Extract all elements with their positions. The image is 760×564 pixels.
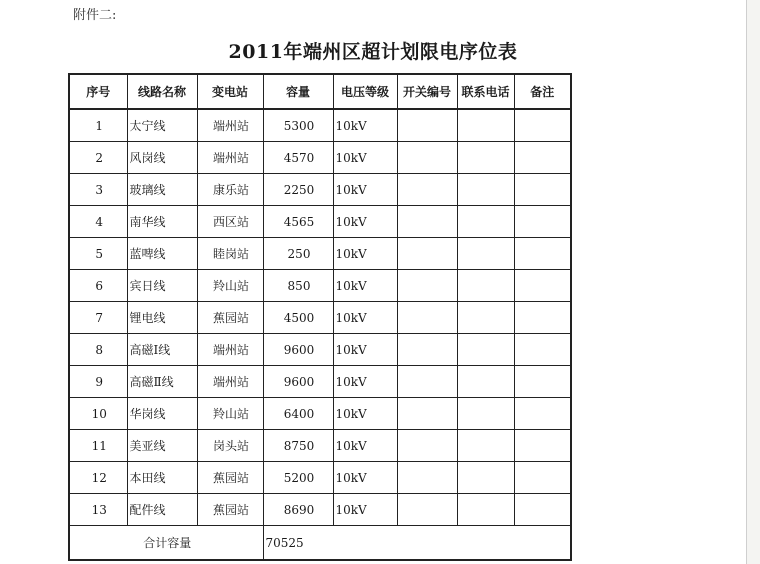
table-row	[69, 430, 571, 462]
switch-number-cell	[397, 398, 457, 430]
contact-phone-cell	[457, 109, 514, 142]
table-row	[69, 270, 571, 302]
substation-cell: 岗头站	[197, 430, 263, 462]
row-number-cell: 7	[69, 302, 127, 334]
switch-number-cell	[397, 494, 457, 526]
capacity-cell: 9600	[263, 334, 333, 366]
substation-cell: 睦岗站	[197, 238, 263, 270]
table-row	[69, 142, 571, 174]
voltage-level-cell: 10kV	[333, 174, 397, 206]
voltage-level-cell: 10kV	[333, 494, 397, 526]
table-row	[69, 238, 571, 270]
contact-phone-cell	[457, 366, 514, 398]
voltage-level-cell: 10kV	[333, 109, 397, 142]
table-row	[69, 366, 571, 398]
contact-phone-cell	[457, 142, 514, 174]
header-cell: 备注	[514, 74, 571, 109]
substation-cell: 端州站	[197, 366, 263, 398]
row-number-cell: 11	[69, 430, 127, 462]
voltage-level-cell: 10kV	[333, 334, 397, 366]
capacity-cell: 850	[263, 270, 333, 302]
capacity-cell: 5200	[263, 462, 333, 494]
substation-cell: 端州站	[197, 334, 263, 366]
voltage-level-cell: 10kV	[333, 142, 397, 174]
substation-cell: 西区站	[197, 206, 263, 238]
switch-number-cell	[397, 174, 457, 206]
switch-number-cell	[397, 109, 457, 142]
capacity-cell: 5300	[263, 109, 333, 142]
voltage-level-cell: 10kV	[333, 206, 397, 238]
remark-cell	[514, 206, 571, 238]
table-row	[69, 174, 571, 206]
header-cell: 开关编号	[397, 74, 457, 109]
table-body	[69, 109, 571, 526]
substation-cell: 蕉园站	[197, 302, 263, 334]
capacity-cell: 250	[263, 238, 333, 270]
substation-cell: 羚山站	[197, 270, 263, 302]
table-row	[69, 109, 571, 142]
voltage-level-cell: 10kV	[333, 430, 397, 462]
switch-number-cell	[397, 334, 457, 366]
row-number-cell: 4	[69, 206, 127, 238]
row-number-cell: 6	[69, 270, 127, 302]
contact-phone-cell	[457, 270, 514, 302]
line-name-cell: 风岗线	[127, 142, 197, 174]
voltage-level-cell: 10kV	[333, 462, 397, 494]
line-name-cell: 蓝啤线	[127, 238, 197, 270]
substation-cell: 羚山站	[197, 398, 263, 430]
contact-phone-cell	[457, 206, 514, 238]
line-name-cell: 华岗线	[127, 398, 197, 430]
switch-number-cell	[397, 238, 457, 270]
line-name-cell: 玻璃线	[127, 174, 197, 206]
substation-cell: 端州站	[197, 142, 263, 174]
line-name-cell: 太宁线	[127, 109, 197, 142]
capacity-cell: 4570	[263, 142, 333, 174]
capacity-cell: 2250	[263, 174, 333, 206]
row-number-cell: 5	[69, 238, 127, 270]
contact-phone-cell	[457, 302, 514, 334]
remark-cell	[514, 398, 571, 430]
substation-cell: 蕉园站	[197, 494, 263, 526]
switch-number-cell	[397, 142, 457, 174]
voltage-level-cell: 10kV	[333, 366, 397, 398]
table-row	[69, 206, 571, 238]
remark-cell	[514, 270, 571, 302]
remark-cell	[514, 462, 571, 494]
capacity-cell: 8750	[263, 430, 333, 462]
line-name-cell: 宾日线	[127, 270, 197, 302]
header-row	[69, 74, 571, 109]
row-number-cell: 8	[69, 334, 127, 366]
substation-cell: 端州站	[197, 109, 263, 142]
remark-cell	[514, 430, 571, 462]
header-cell: 电压等级	[333, 74, 397, 109]
contact-phone-cell	[457, 334, 514, 366]
switch-number-cell	[397, 206, 457, 238]
remark-cell	[514, 494, 571, 526]
line-name-cell: 本田线	[127, 462, 197, 494]
header-cell: 序号	[69, 74, 127, 109]
line-name-cell: 美亚线	[127, 430, 197, 462]
switch-number-cell	[397, 366, 457, 398]
remark-cell	[514, 109, 571, 142]
contact-phone-cell	[457, 398, 514, 430]
header-cell: 线路名称	[127, 74, 197, 109]
voltage-level-cell: 10kV	[333, 398, 397, 430]
row-number-cell: 13	[69, 494, 127, 526]
switch-number-cell	[397, 302, 457, 334]
substation-cell: 蕉园站	[197, 462, 263, 494]
row-number-cell: 2	[69, 142, 127, 174]
line-name-cell: 高磁Ⅰ线	[127, 334, 197, 366]
table-row	[69, 302, 571, 334]
contact-phone-cell	[457, 462, 514, 494]
voltage-level-cell: 10kV	[333, 238, 397, 270]
contact-phone-cell	[457, 174, 514, 206]
remark-cell	[514, 238, 571, 270]
table-row	[69, 462, 571, 494]
header-cell: 联系电话	[457, 74, 514, 109]
power-limit-table	[68, 73, 572, 561]
contact-phone-cell	[457, 430, 514, 462]
header-cell: 变电站	[197, 74, 263, 109]
capacity-cell: 4565	[263, 206, 333, 238]
voltage-level-cell: 10kV	[333, 270, 397, 302]
table-row	[69, 398, 571, 430]
contact-phone-cell	[457, 494, 514, 526]
row-number-cell: 1	[69, 109, 127, 142]
row-number-cell: 3	[69, 174, 127, 206]
line-name-cell: 南华线	[127, 206, 197, 238]
total-value: 70525	[263, 526, 571, 561]
row-number-cell: 9	[69, 366, 127, 398]
total-row	[69, 526, 571, 561]
header-cell: 容量	[263, 74, 333, 109]
row-number-cell: 12	[69, 462, 127, 494]
line-name-cell: 锂电线	[127, 302, 197, 334]
capacity-cell: 4500	[263, 302, 333, 334]
remark-cell	[514, 142, 571, 174]
row-number-cell: 10	[69, 398, 127, 430]
attachment-label: 附件二:	[73, 8, 117, 23]
capacity-cell: 9600	[263, 366, 333, 398]
voltage-level-cell: 10kV	[333, 302, 397, 334]
switch-number-cell	[397, 270, 457, 302]
table-row	[69, 334, 571, 366]
switch-number-cell	[397, 430, 457, 462]
capacity-cell: 8690	[263, 494, 333, 526]
switch-number-cell	[397, 462, 457, 494]
remark-cell	[514, 174, 571, 206]
capacity-cell: 6400	[263, 398, 333, 430]
page-title: 2011年端州区超计划限电序位表	[228, 41, 518, 63]
line-name-cell: 配件线	[127, 494, 197, 526]
remark-cell	[514, 334, 571, 366]
substation-cell: 康乐站	[197, 174, 263, 206]
total-label: 合计容量	[69, 526, 263, 561]
remark-cell	[514, 366, 571, 398]
remark-cell	[514, 302, 571, 334]
contact-phone-cell	[457, 238, 514, 270]
table-row	[69, 494, 571, 526]
line-name-cell: 高磁Ⅱ线	[127, 366, 197, 398]
